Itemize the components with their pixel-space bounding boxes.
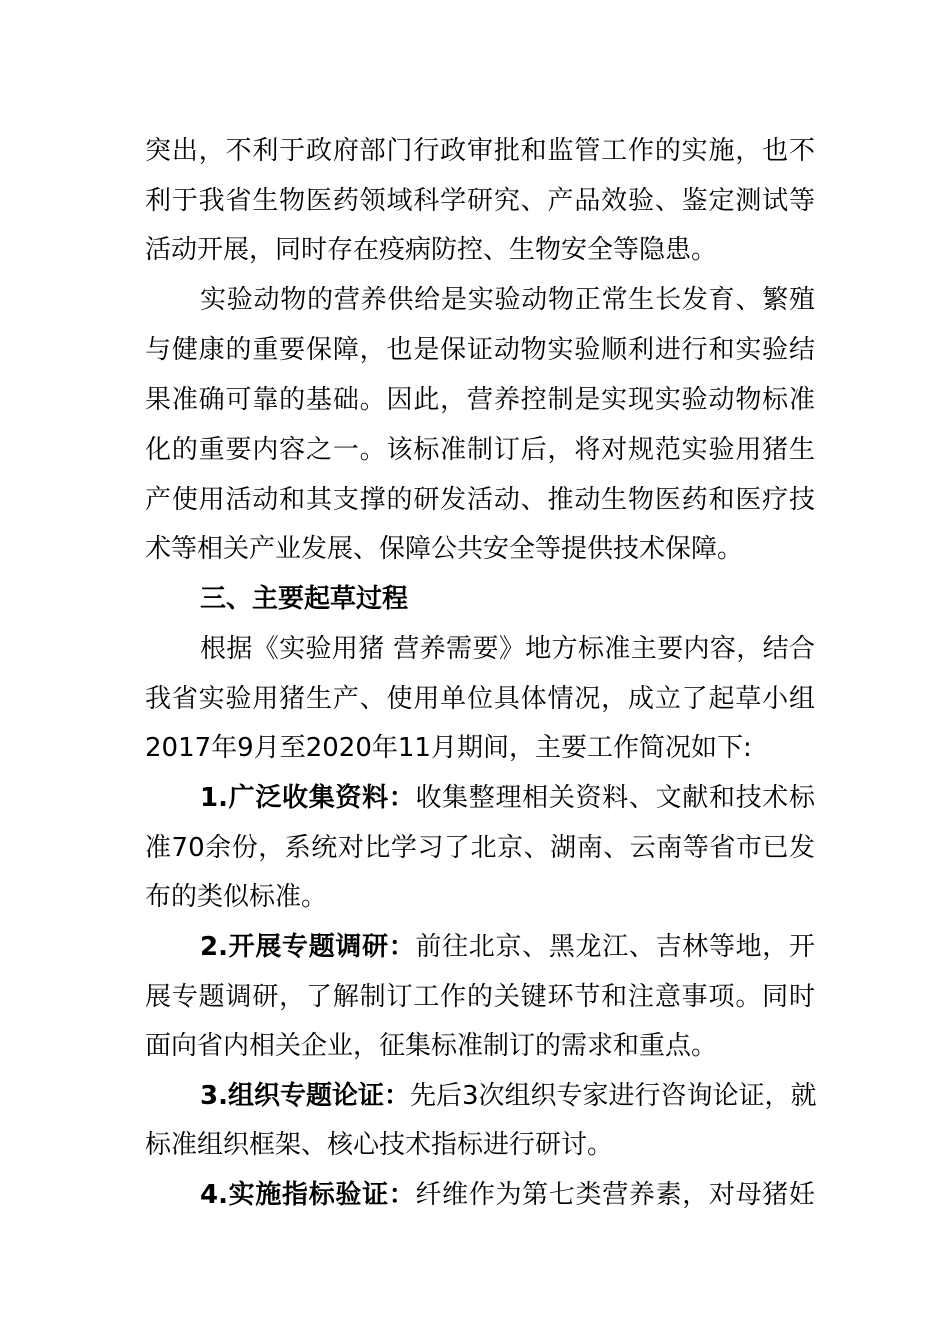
list-item-2-heading: 2.开展专题调研： [200,932,416,962]
list-item-4-line [200,1175,815,1215]
paragraph-first-line: 根据《实验用猪 营养需要》地方标准主要内容，结合 [200,634,815,664]
body-text-line: 2017年9月至2020年11月期间，主要工作简况如下: [145,733,752,763]
list-item-4-heading: 4.实施指标验证： [200,1180,416,1210]
list-item-3-line [200,1076,815,1116]
body-text-line: 化的重要内容之一。该标准制订后，将对规范实验用猪生 [145,435,815,465]
body-text-line: 利于我省生物医药领域科学研究、产品效验、鉴定测试等 [145,186,815,216]
body-text-line: 准70余份，系统对比学习了北京、湖南、云南等省市已发 [145,833,815,863]
paragraph-first-line: 实验动物的营养供给是实验动物正常生长发育、繁殖 [200,285,815,315]
body-text-line: 产使用活动和其支撑的研发活动、推动生物医药和医疗技 [145,485,815,515]
list-item-4-text: 纤维作为第七类营养素，对母猪妊 [415,1180,815,1210]
list-item-2-text: 前往北京、黑龙江、吉林等地，开 [415,932,815,962]
list-item-1-line [200,778,815,818]
section-heading: 三、主要起草过程 [200,584,409,614]
body-text-line: 术等相关产业发展、保障公共安全等提供技术保障。 [145,534,744,564]
body-text-line: 标准组织框架、核心技术指标进行研讨。 [145,1130,614,1160]
body-text-line: 面向省内相关企业，征集标准制订的需求和重点。 [145,1031,718,1061]
list-item-1-heading: 1.广泛收集资料： [200,783,416,813]
body-text-line: 果准确可靠的基础。因此，营养控制是实现实验动物标准 [145,385,815,415]
body-text-line: 展专题调研，了解制订工作的关键环节和注意事项。同时 [145,982,815,1012]
body-text-line: 我省实验用猪生产、使用单位具体情况，成立了起草小组 [145,684,815,714]
list-item-2-line [200,927,815,967]
body-text-line: 活动开展，同时存在疫病防控、生物安全等隐患。 [145,235,718,265]
body-text-line: 突出，不利于政府部门行政审批和监管工作的实施，也不 [145,136,815,166]
body-text-line: 与健康的重要保障，也是保证动物实验顺利进行和实验结 [145,335,815,365]
list-item-3-text: 先后3次组织专家进行咨询论证，就 [409,1081,817,1111]
list-item-1-text: 收集整理相关资料、文献和技术标 [415,783,815,813]
list-item-3-heading: 3.组织专题论证： [200,1081,410,1111]
body-text-line: 布的类似标准。 [145,882,328,912]
